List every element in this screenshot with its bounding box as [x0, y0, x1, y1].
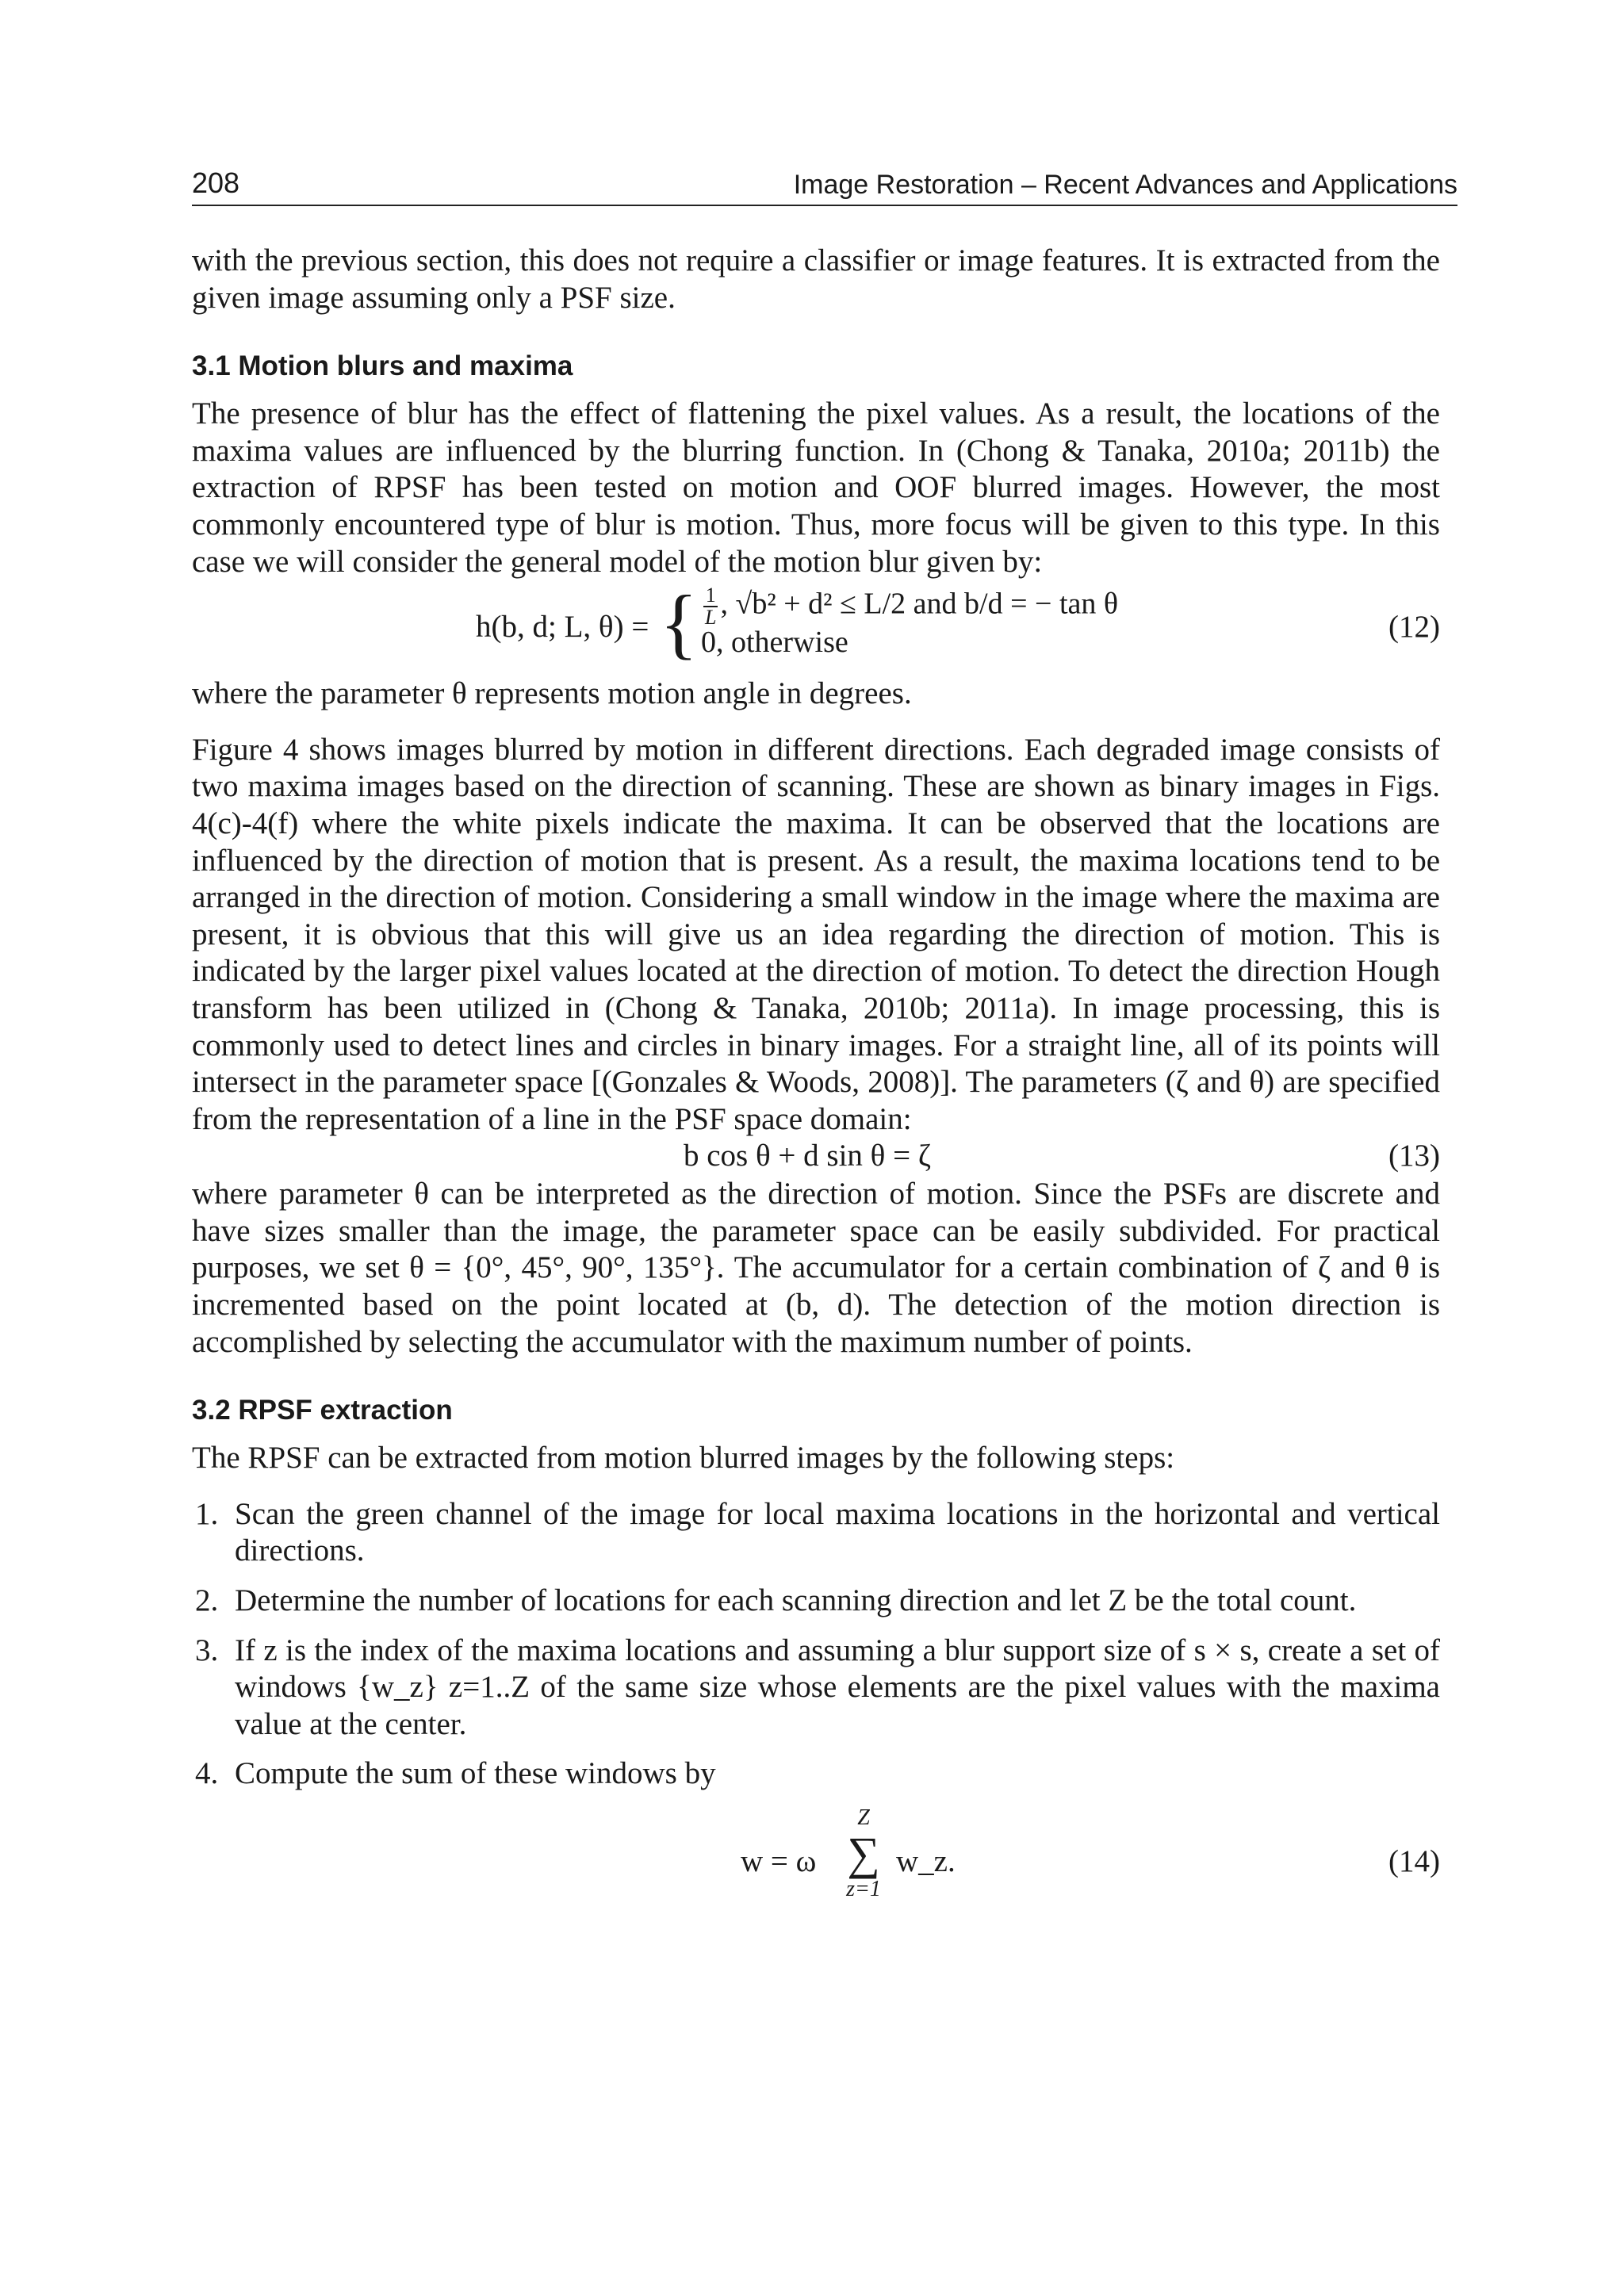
- paragraph-theta-definition: where the parameter θ represents motion angle in degrees.: [192, 676, 912, 711]
- equation-12-case-1: $\frac{1}{L}$ , √b² + d² ≤ L/2 and b/d = − tan θ: [705, 584, 1119, 630]
- equation-12: [192, 579, 1440, 672]
- equation-14-rhs: w_z.: [896, 1844, 956, 1878]
- running-head: [192, 167, 1457, 206]
- equation-14-number: (14): [1388, 1844, 1440, 1878]
- book-title: Image Restoration – Recent Advances and Applications: [793, 170, 1457, 200]
- section-heading-3-2: 3.2 RPSF extraction: [192, 1395, 453, 1426]
- rpsf-steps-list: [192, 1496, 1440, 1793]
- equation-12-brace: {: [660, 579, 698, 668]
- list-item: 2. Determine the number of locations for each scanning direction and let Z be the total count.: [195, 1583, 1357, 1618]
- page-number: 208: [192, 167, 240, 199]
- equation-14: [192, 1805, 1440, 1916]
- list-item: 1. Scan the green channel of the image for local maxima locations in the horizontal and vertical directions.: [195, 1496, 1440, 1568]
- summation-symbol: Z ∑ z=1: [846, 1805, 881, 1901]
- equation-12-number: (12): [1388, 610, 1440, 645]
- equation-13-number: (13): [1388, 1139, 1440, 1173]
- equation-12-lhs: h(b, d; L, θ) =: [476, 610, 649, 645]
- paragraph-figure-4: Figure 4 shows images blurred by motion in different directions. Each degraded image consists of two maxima images based on the direction of scanning. These are shown as binary images in Figs. 4(c)-4(f) where the white pixels indicate the maxima. It can be observed that the locations are influenced by the direction of motion that is present. As a result, the maxima locations tend to be arranged in the direction of motion. Considering a small window in the image where the maxima are present, it is obvious that this will give us an idea regarding the direction of motion. This is indicated by the larger pixel values located at the direction of motion. To detect the direction Hough transform has been utilized in (Chong & Tanaka, 2010b; 2011a). In image processing, this is commonly used to detect lines and circles in binary images. For a straight line, all of its points will intersect in the parameter space [(Gonzales & Woods, 2008)]. The parameters (ζ and θ) are specified from the representation of a line in the PSF space domain:: [192, 732, 1440, 1136]
- equation-12-case-1-condition: , √b² + d² ≤ L/2 and b/d = − tan θ: [720, 587, 1119, 621]
- paragraph-accumulator: where parameter θ can be interpreted as the direction of motion. Since the PSFs are discrete and have sizes smaller than the image, the parameter space can be easily subdivided. For practical purposes, we set θ = {0°, 45°, 90°, 135°}. The accumulator for a certain combination of ζ and θ is incremented based on the point located at (b, d). The detection of the motion direction is accomplished by selecting the accumulator with the maximum number of points.: [192, 1177, 1440, 1359]
- equation-13: [192, 1138, 1440, 1176]
- intro-paragraph: with the previous section, this does not require a classifier or image features. It is extracted from the given image assuming only a PSF size.: [192, 243, 1440, 315]
- equation-14-lhs: w = ω: [741, 1844, 817, 1878]
- list-item: 3. If z is the index of the maxima locations and assuming a blur support size of s × s, create a set of windows {w_z} z=1..Z of the same size whose elements are the pixel values with the maxima value at the center.: [195, 1633, 1440, 1741]
- equation-13-body: b cos θ + d sin θ = ζ: [684, 1139, 931, 1173]
- list-item: 4. Compute the sum of these windows by: [195, 1756, 716, 1791]
- content: [192, 243, 1440, 1916]
- equation-12-case-2: 0, otherwise: [701, 626, 848, 660]
- section-heading-3-1: 3.1 Motion blurs and maxima: [192, 350, 573, 382]
- paragraph-rpsf-intro: The RPSF can be extracted from motion blurred images by the following steps:: [192, 1441, 1175, 1476]
- paragraph-motion-blur-intro: The presence of blur has the effect of flattening the pixel values. As a result, the locations of the maxima values are influenced by the blurring function. In (Chong & Tanaka, 2010a; 2011b) the extraction of RPSF has been tested on motion and OOF blurred images. However, the most commonly encountered type of blur is motion. Thus, more focus will be given to this type. In this case we will consider the general model of the motion blur given by:: [192, 396, 1440, 579]
